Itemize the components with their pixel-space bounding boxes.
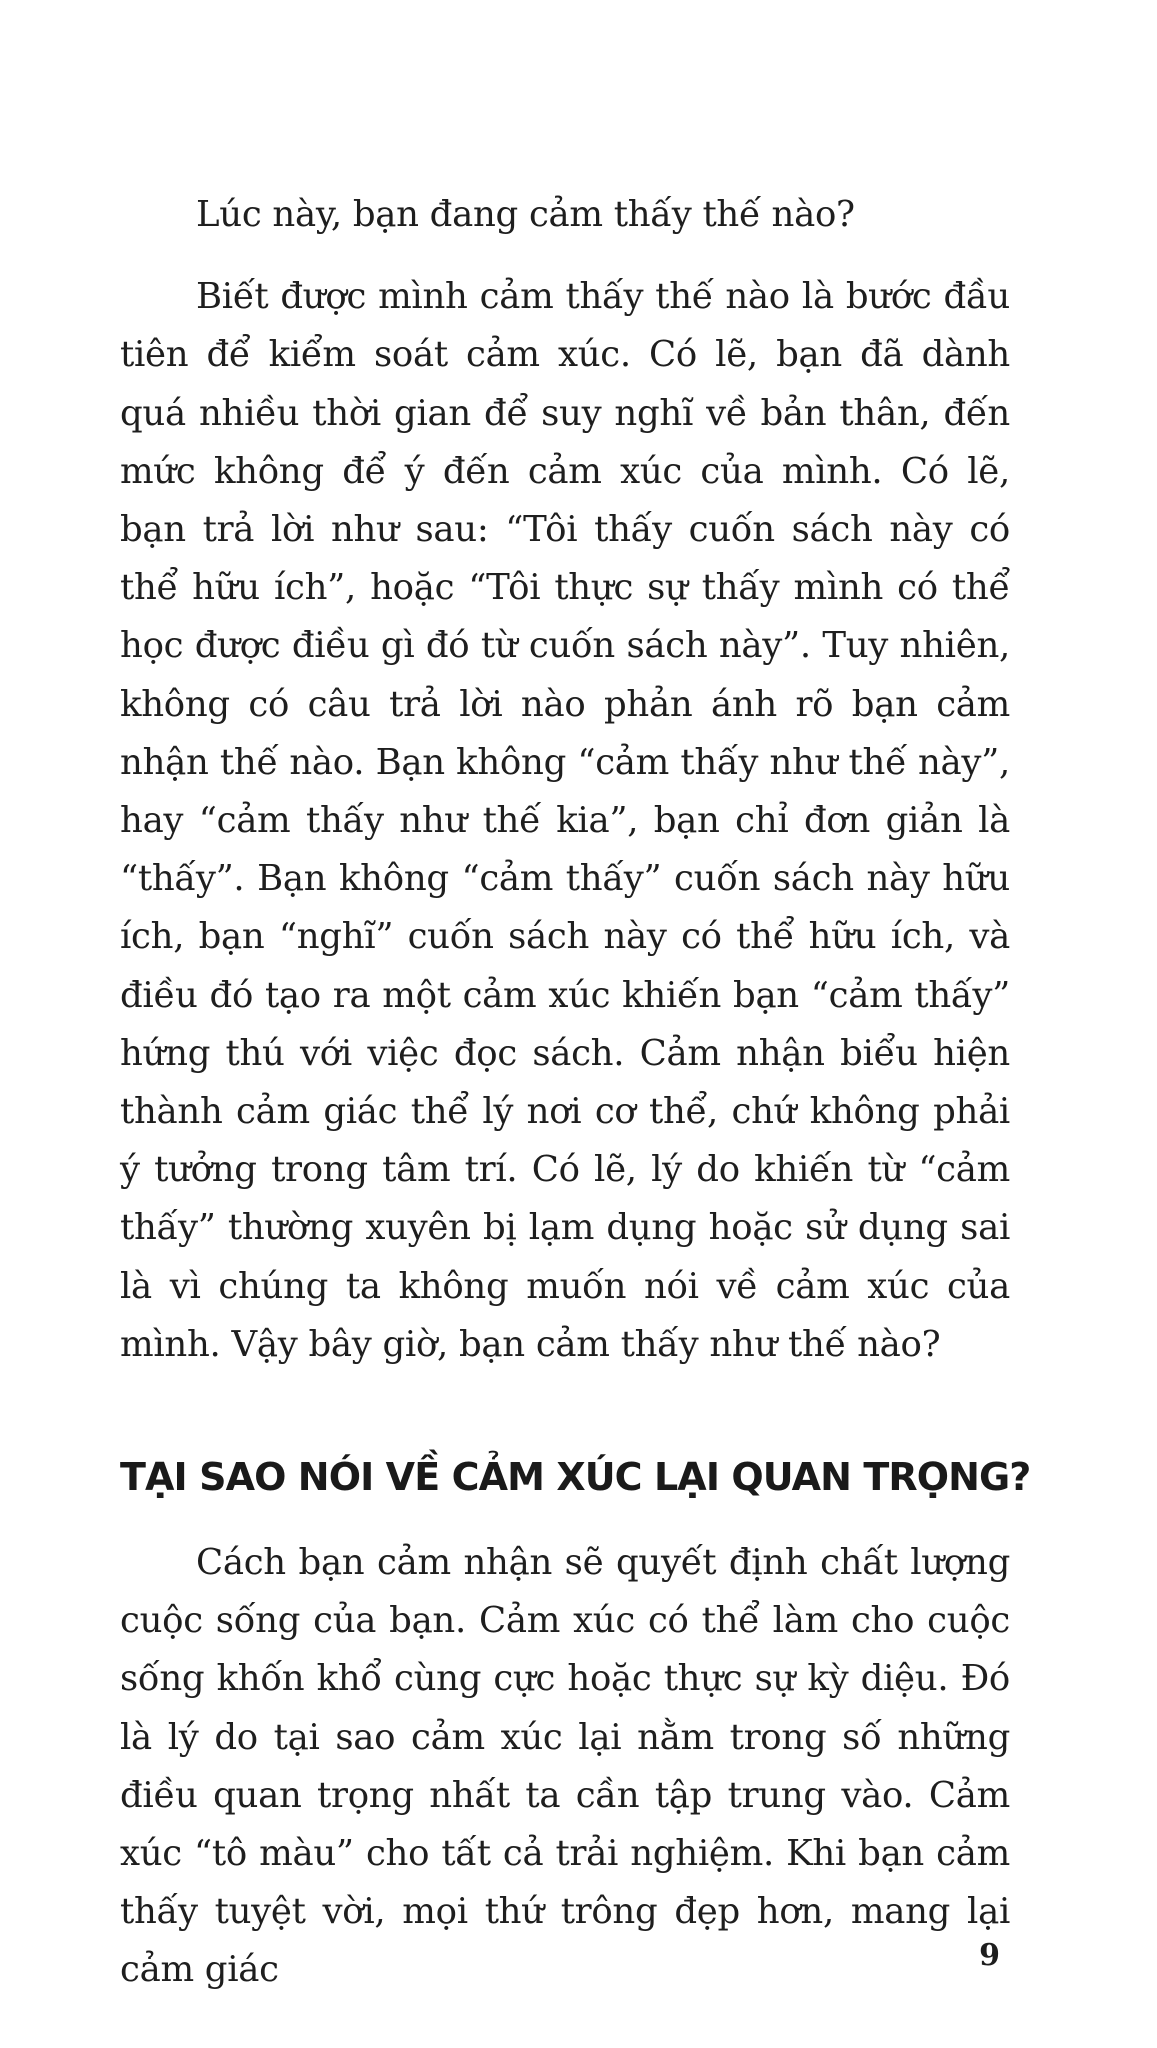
section-heading: TẠI SAO NÓI VỀ CẢM XÚC LẠI QUAN TRỌNG? xyxy=(120,1455,1031,1500)
paragraph-feelings: Biết được mình cảm thấy thế nào là bước đầu tiên để kiểm soát cảm xúc. Có lẽ, bạn đã dành quá nhiều thời gian để suy nghĩ về bản thân, đến mức không để ý đến cảm xúc của mình. Có lẽ, bạn trả lời như sau: “Tôi thấy cuốn sách này có thể hữu ích”, hoặc “Tôi thực sự thấy mình có thể học được điều gì đó từ cuốn sách này”. Tuy nhiên, không có câu trả lời nào phản ánh rõ bạn cảm nhận thế nào. Bạn không “cảm thấy như thế này”, hay “cảm thấy như thế kia”, bạn chỉ đơn giản là “thấy”. Bạn không “cảm thấy” cuốn sách này hữu ích, bạn “nghĩ” cuốn sách này có thể hữu ích, và điều đó tạo ra một cảm xúc khiến bạn “cảm thấy” hứng thú với việc đọc sách. Cảm nhận biểu hiện thành cảm giác thể lý nơi cơ thể, chứ không phải ý tưởng trong tâm trí. Có lẽ, lý do khiến từ “cảm thấy” thường xuyên bị lạm dụng hoặc sử dụng sai là vì chúng ta không muốn nói về cảm xúc của mình. Vậy bây giờ, bạn cảm thấy như thế nào? xyxy=(120,276,1010,1365)
paragraph-importance: Cách bạn cảm nhận sẽ quyết định chất lượng cuộc sống của bạn. Cảm xúc có thể làm cho cuộc sống khốn khổ cùng cực hoặc thực sự kỳ diệu. Đó là lý do tại sao cảm xúc lại nằm trong số những điều quan trọng nhất ta cần tập trung vào. Cảm xúc “tô màu” cho tất cả trải nghiệm. Khi bạn cảm thấy tuyệt vời, mọi thứ trông đẹp hơn, mang lại cảm giác xyxy=(120,1542,1010,1991)
paragraph-question: Lúc này, bạn đang cảm thấy thế nào? xyxy=(196,194,855,235)
page-number: 9 xyxy=(979,1938,1000,1973)
book-page xyxy=(120,186,1031,2000)
